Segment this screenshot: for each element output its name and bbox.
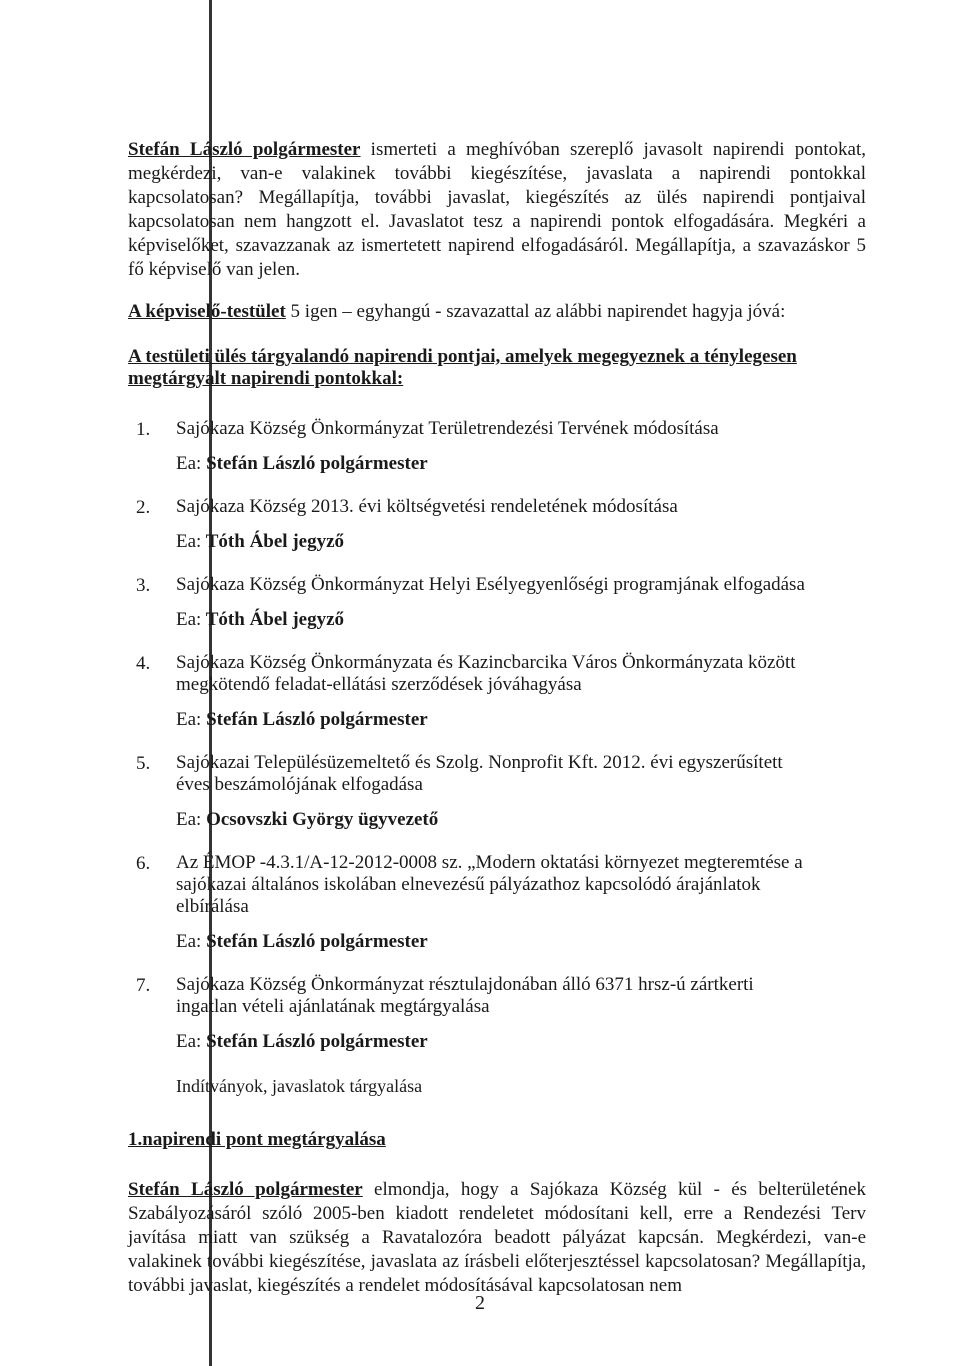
agenda-item bbox=[136, 418, 866, 476]
intro-text: ismerteti a meghívóban szereplő javasolt napirendi pontokat, megkérdezi, van-e valakinek további kiegészítése, javaslata a napirendi pontokkal kapcsolatosan? Megállapítja, további javaslat, kiegészítés az ülés napirendi pontjaival kapcsolatosan nem hangzott el. Javaslatot tesz a napirendi pontok elfogadására. Megkéri a képviselőket, szavazzanak az ismertetett napirend elfogadásáról. Megállapítja, a szavazáskor 5 fő képviselő van jelen. bbox=[128, 139, 866, 280]
intro-paragraph bbox=[128, 138, 866, 282]
presenter-name: Stefán László polgármester bbox=[206, 453, 428, 474]
agenda-item-number: 3. bbox=[136, 575, 151, 596]
agenda-item-presenter bbox=[176, 930, 866, 954]
agenda-item bbox=[136, 652, 866, 732]
agenda-item-title: Sajókaza Község Önkormányzat résztulajdonában álló 6371 hrsz-ú zártkerti ingatlan vételi ajánlatának megtárgyalása bbox=[176, 974, 754, 1017]
resolution-body: A képviselő-testület bbox=[128, 301, 286, 322]
agenda-item-number: 7. bbox=[136, 975, 151, 996]
presenter-name: Tóth Ábel jegyző bbox=[205, 609, 345, 630]
closing-text: elmondja, hogy a Sajókaza Község kül - és belterületének Szabályozásáról szóló 2005-ben kiadott rendeletet módosítani kell, erre a Rendezési Terv javítása miatt van szükség a Ravatalozóra beadott pályázat kapcsán. Megkérdezi, van-e valakinek további kiegészítése, javaslata az írásbeli előterjesztéssel kapcsolatosan? Megállapítja, további javaslat, kiegészítés a rendelet módosításával kapcsolatosan nem bbox=[128, 1179, 866, 1296]
agenda-item bbox=[136, 496, 866, 554]
agenda-item-title: Sajókaza Község Önkormányzata és Kazincbarcika Város Önkormányzata között megkötendő feladat-ellátási szerződések jóváhagyása bbox=[176, 652, 796, 695]
agenda-item-title: Az ÉMOP -4.3.1/A-12-2012-0008 sz. „Modern oktatási környezet megteremtése a sajókazai általános iskolában elnevezésű pályázathoz kapcsolódó árajánlatok elbírálása bbox=[176, 852, 803, 917]
agenda-item-title: Sajókaza Község 2013. évi költségvetési rendeletének módosítása bbox=[176, 496, 678, 517]
agenda-item-title: Sajókazai Településüzemeltető és Szolg. Nonprofit Kft. 2012. évi egyszerűsített éves beszámolójának elfogadása bbox=[176, 752, 783, 795]
agenda-item-presenter bbox=[176, 452, 866, 476]
agenda-item-presenter bbox=[176, 708, 866, 732]
resolution-paragraph bbox=[128, 300, 866, 324]
presenter-prefix: Ea: bbox=[176, 1031, 202, 1052]
presenter-prefix: Ea: bbox=[176, 709, 202, 730]
agenda-item-number: 1. bbox=[136, 419, 151, 440]
agenda-item-presenter bbox=[176, 608, 866, 632]
motions-label: Indítványok, javaslatok tárgyalása bbox=[176, 1076, 423, 1096]
presenter-prefix: Ea: bbox=[176, 609, 202, 630]
agenda-list bbox=[128, 418, 866, 1054]
document-page bbox=[128, 138, 866, 1298]
agenda-item bbox=[136, 752, 866, 832]
presenter-prefix: Ea: bbox=[176, 453, 202, 474]
agenda-item bbox=[136, 574, 866, 632]
presenter-name: Stefán László polgármester bbox=[206, 1031, 428, 1052]
agenda-item-number: 6. bbox=[136, 853, 151, 874]
presenter-name: Stefán László polgármester bbox=[206, 931, 428, 952]
agenda-item-presenter bbox=[176, 808, 866, 832]
agenda-item-title: Sajókaza Község Önkormányzat Helyi Esélyegyenlőségi programjának elfogadása bbox=[176, 574, 805, 595]
closing-speaker: Stefán László polgármester bbox=[128, 1179, 363, 1200]
agenda-title: A testületi ülés tárgyalandó napirendi pontjai, amelyek megegyeznek a ténylegesen megtárgyalt napirendi pontokkal: bbox=[128, 346, 797, 389]
intro-speaker: Stefán László polgármester bbox=[128, 139, 361, 160]
agenda-item-title: Sajókaza Község Önkormányzat Területrendezési Tervének módosítása bbox=[176, 418, 719, 439]
agenda-item bbox=[136, 852, 866, 954]
presenter-prefix: Ea: bbox=[176, 931, 202, 952]
presenter-prefix: Ea: bbox=[176, 531, 202, 552]
agenda-item bbox=[136, 974, 866, 1054]
page-number: 2 bbox=[475, 1292, 485, 1314]
agenda-item-presenter bbox=[176, 530, 866, 554]
agenda-item-presenter bbox=[176, 1030, 866, 1054]
presenter-prefix: Ea: bbox=[176, 809, 202, 830]
agenda-item-number: 5. bbox=[136, 753, 151, 774]
agenda-item-number: 2. bbox=[136, 497, 151, 518]
section-title: 1.napirendi pont megtárgyalása bbox=[128, 1129, 386, 1150]
presenter-name: Stefán László polgármester bbox=[206, 709, 428, 730]
presenter-name: Tóth Ábel jegyző bbox=[205, 531, 345, 552]
presenter-name: Ocsovszki György ügyvezető bbox=[206, 809, 439, 830]
resolution-text: 5 igen – egyhangú - szavazattal az alábbi napirendet hagyja jóvá: bbox=[285, 301, 786, 322]
closing-paragraph bbox=[128, 1178, 866, 1298]
agenda-item-number: 4. bbox=[136, 653, 151, 674]
